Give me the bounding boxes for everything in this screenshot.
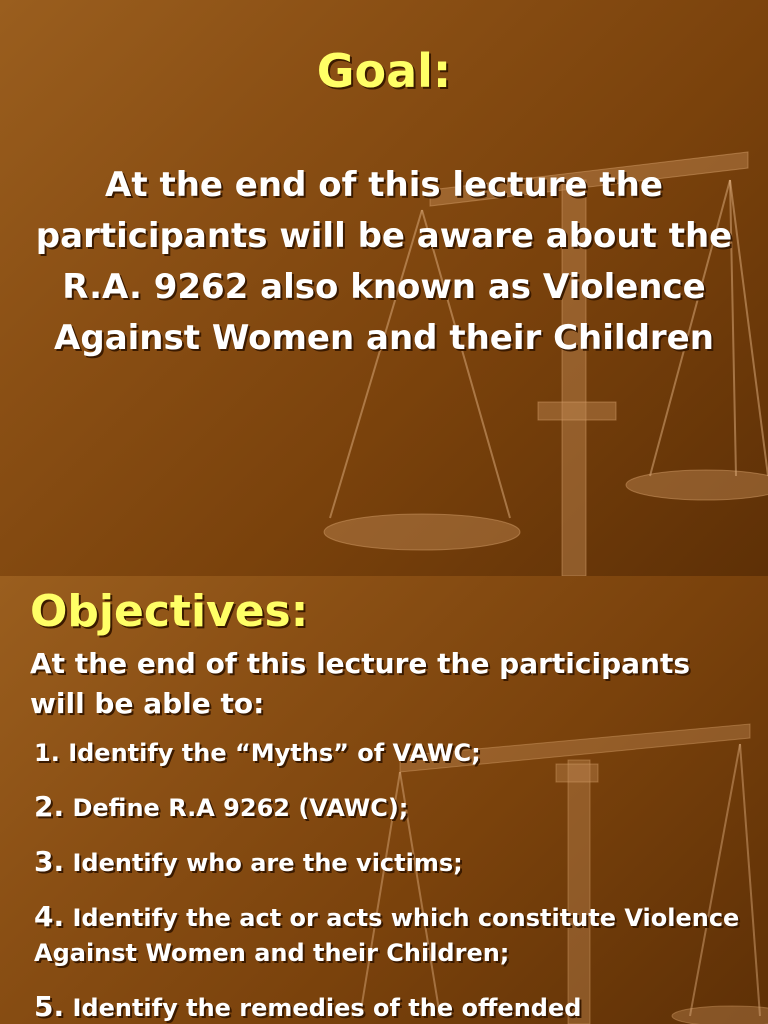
objective-text: Identify the remedies of the offended bbox=[72, 994, 582, 1022]
objective-item bbox=[34, 844, 754, 881]
objective-number: 3. bbox=[34, 845, 65, 878]
objective-number: 4. bbox=[34, 900, 65, 933]
objective-item bbox=[34, 789, 754, 826]
goal-title: Goal: bbox=[316, 44, 452, 98]
objective-text: Define R.A 9262 (VAWC); bbox=[72, 794, 409, 822]
objective-text: Identify who are the victims; bbox=[72, 849, 463, 877]
objective-item bbox=[34, 736, 754, 771]
objectives-slide bbox=[0, 576, 768, 1024]
objectives-title: Objectives: bbox=[30, 586, 309, 637]
objectives-intro: At the end of this lecture the participants will be able to: bbox=[30, 647, 691, 720]
objective-item bbox=[34, 989, 754, 1024]
objective-number: 5. bbox=[34, 990, 65, 1023]
objective-text: Identify the act or acts which constitute Violence Against Women and their Children; bbox=[34, 904, 740, 967]
objective-number: 1. bbox=[34, 739, 60, 767]
objective-text: Identify the “Myths” of VAWC; bbox=[68, 739, 481, 767]
goal-statement: At the end of this lecture the participants will be aware about the R.A. 9262 also known as Violence Against Women and their Children bbox=[35, 165, 733, 358]
objectives-list bbox=[34, 736, 754, 1024]
objective-item bbox=[34, 899, 754, 971]
objective-number: 2. bbox=[34, 790, 65, 823]
